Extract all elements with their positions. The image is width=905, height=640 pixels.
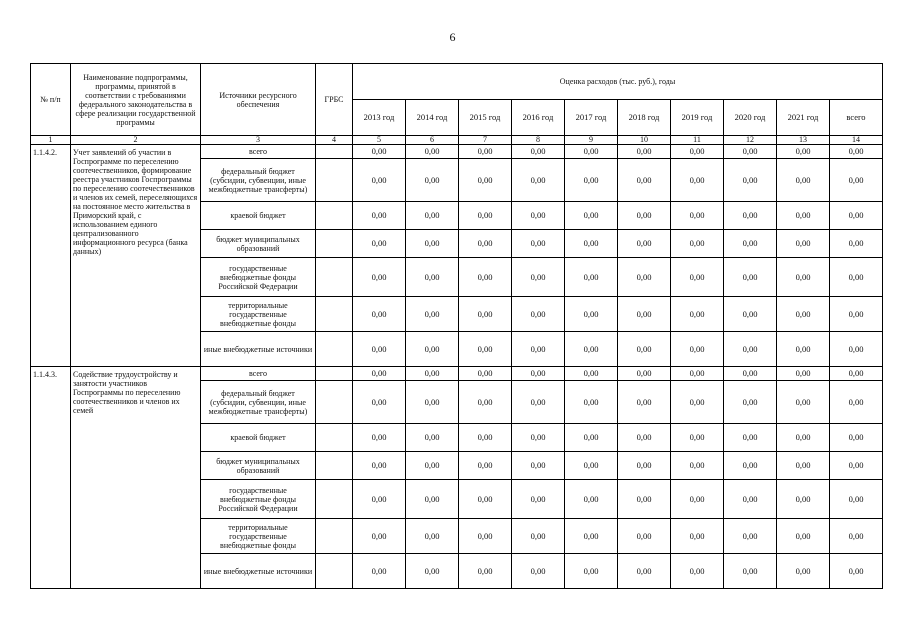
value-cell: 0,00 [830,202,883,230]
header-year: всего [830,100,883,136]
value-cell: 0,00 [565,159,618,202]
value-cell: 0,00 [353,297,406,332]
column-number: 1 [31,136,71,145]
value-cell: 0,00 [459,297,512,332]
value-cell: 0,00 [830,230,883,258]
header-year: 2015 год [459,100,512,136]
header-col-no: № п/п [31,64,71,136]
value-cell: 0,00 [618,258,671,297]
funding-source: бюджет муниципальных образований [201,452,316,480]
value-cell: 0,00 [406,159,459,202]
value-cell: 0,00 [618,297,671,332]
value-cell: 0,00 [777,381,830,424]
header-year: 2020 год [724,100,777,136]
table-row [31,367,883,381]
header-year: 2021 год [777,100,830,136]
value-cell: 0,00 [406,519,459,554]
value-cell: 0,00 [512,230,565,258]
value-cell: 0,00 [565,258,618,297]
value-cell: 0,00 [671,145,724,159]
value-cell: 0,00 [459,452,512,480]
value-cell: 0,00 [459,519,512,554]
value-cell: 0,00 [406,297,459,332]
value-cell: 0,00 [724,554,777,589]
value-cell: 0,00 [512,258,565,297]
value-cell: 0,00 [353,519,406,554]
grbs-cell [316,519,353,554]
funding-source: бюджет муниципальных образований [201,230,316,258]
column-number: 7 [459,136,512,145]
value-cell: 0,00 [565,145,618,159]
funding-source: федеральный бюджет (субсидии, субвенции, иные межбюджетные трансферты) [201,159,316,202]
value-cell: 0,00 [724,258,777,297]
value-cell: 0,00 [565,424,618,452]
value-cell: 0,00 [459,554,512,589]
value-cell: 0,00 [724,159,777,202]
funding-source: иные внебюджетные источники [201,554,316,589]
value-cell: 0,00 [565,519,618,554]
value-cell: 0,00 [724,519,777,554]
value-cell: 0,00 [459,424,512,452]
value-cell: 0,00 [830,424,883,452]
value-cell: 0,00 [671,258,724,297]
funding-source: территориальные государственные внебюджетные фонды [201,297,316,332]
funding-source: краевой бюджет [201,424,316,452]
value-cell: 0,00 [777,202,830,230]
value-cell: 0,00 [618,554,671,589]
value-cell: 0,00 [671,452,724,480]
grbs-cell [316,159,353,202]
value-cell: 0,00 [406,452,459,480]
value-cell: 0,00 [565,480,618,519]
value-cell: 0,00 [459,258,512,297]
value-cell: 0,00 [353,202,406,230]
value-cell: 0,00 [353,381,406,424]
column-number: 4 [316,136,353,145]
grbs-cell [316,480,353,519]
value-cell: 0,00 [512,332,565,367]
value-cell: 0,00 [406,367,459,381]
column-number: 9 [565,136,618,145]
value-cell: 0,00 [406,424,459,452]
value-cell: 0,00 [565,230,618,258]
value-cell: 0,00 [777,145,830,159]
value-cell: 0,00 [618,145,671,159]
value-cell: 0,00 [830,519,883,554]
value-cell: 0,00 [459,381,512,424]
value-cell: 0,00 [777,230,830,258]
value-cell: 0,00 [724,452,777,480]
header-col-estimate: Оценка расходов (тыс. руб.), годы [353,64,883,100]
value-cell: 0,00 [353,145,406,159]
value-cell: 0,00 [353,159,406,202]
value-cell: 0,00 [512,297,565,332]
value-cell: 0,00 [777,159,830,202]
value-cell: 0,00 [777,332,830,367]
value-cell: 0,00 [724,297,777,332]
column-number: 13 [777,136,830,145]
value-cell: 0,00 [618,424,671,452]
grbs-cell [316,202,353,230]
value-cell: 0,00 [512,519,565,554]
page-number: 6 [449,30,456,44]
column-number: 3 [201,136,316,145]
value-cell: 0,00 [830,145,883,159]
value-cell: 0,00 [671,332,724,367]
value-cell: 0,00 [618,202,671,230]
value-cell: 0,00 [353,452,406,480]
value-cell: 0,00 [512,452,565,480]
header-year: 2014 год [406,100,459,136]
column-number: 11 [671,136,724,145]
funding-source: всего [201,367,316,381]
value-cell: 0,00 [830,367,883,381]
value-cell: 0,00 [459,202,512,230]
grbs-cell [316,367,353,381]
value-cell: 0,00 [406,480,459,519]
section-index: 1.1.4.2. [31,145,71,367]
value-cell: 0,00 [353,230,406,258]
value-cell: 0,00 [830,381,883,424]
value-cell: 0,00 [406,145,459,159]
expenditure-table [30,63,883,589]
value-cell: 0,00 [565,452,618,480]
value-cell: 0,00 [512,424,565,452]
header-year: 2018 год [618,100,671,136]
grbs-cell [316,230,353,258]
value-cell: 0,00 [830,480,883,519]
value-cell: 0,00 [671,367,724,381]
funding-source: иные внебюджетные источники [201,332,316,367]
value-cell: 0,00 [459,367,512,381]
value-cell: 0,00 [353,554,406,589]
value-cell: 0,00 [724,424,777,452]
value-cell: 0,00 [830,297,883,332]
value-cell: 0,00 [724,480,777,519]
value-cell: 0,00 [777,554,830,589]
grbs-cell [316,145,353,159]
value-cell: 0,00 [353,332,406,367]
column-number: 5 [353,136,406,145]
value-cell: 0,00 [565,554,618,589]
header-year: 2016 год [512,100,565,136]
value-cell: 0,00 [671,424,724,452]
header-col-sources: Источники ресурсного обеспечения [201,64,316,136]
column-number: 14 [830,136,883,145]
value-cell: 0,00 [671,202,724,230]
grbs-cell [316,258,353,297]
funding-source: всего [201,145,316,159]
value-cell: 0,00 [565,332,618,367]
value-cell: 0,00 [777,297,830,332]
value-cell: 0,00 [512,202,565,230]
value-cell: 0,00 [777,452,830,480]
grbs-cell [316,554,353,589]
value-cell: 0,00 [671,480,724,519]
value-cell: 0,00 [512,159,565,202]
value-cell: 0,00 [724,381,777,424]
value-cell: 0,00 [830,159,883,202]
section-name: Содействие трудоустройству и занятости участников Госпрограммы по переселению соотечественников и членов их семей [71,367,201,589]
value-cell: 0,00 [406,258,459,297]
value-cell: 0,00 [618,480,671,519]
section-name: Учет заявлений об участии в Госпрограмме по переселению соотечественников, формирование реестра участников Госпрограммы по переселению соотечественников и членов их семей, переселяющихся на постоянное место жительства в Приморский край, с использованием единого централизованного информационного ресурса (банка данных) [71,145,201,367]
value-cell: 0,00 [565,367,618,381]
value-cell: 0,00 [830,554,883,589]
grbs-cell [316,332,353,367]
value-cell: 0,00 [459,480,512,519]
value-cell: 0,00 [353,424,406,452]
value-cell: 0,00 [830,332,883,367]
value-cell: 0,00 [512,480,565,519]
value-cell: 0,00 [777,480,830,519]
value-cell: 0,00 [830,258,883,297]
funding-source: государственные внебюджетные фонды Российской Федерации [201,480,316,519]
value-cell: 0,00 [459,230,512,258]
value-cell: 0,00 [512,145,565,159]
value-cell: 0,00 [671,381,724,424]
value-cell: 0,00 [406,202,459,230]
value-cell: 0,00 [724,332,777,367]
column-number: 8 [512,136,565,145]
value-cell: 0,00 [512,554,565,589]
value-cell: 0,00 [353,258,406,297]
value-cell: 0,00 [565,381,618,424]
value-cell: 0,00 [671,159,724,202]
value-cell: 0,00 [618,332,671,367]
value-cell: 0,00 [777,367,830,381]
grbs-cell [316,452,353,480]
grbs-cell [316,424,353,452]
header-col-grbs: ГРБС [316,64,353,136]
grbs-cell [316,297,353,332]
value-cell: 0,00 [353,480,406,519]
value-cell: 0,00 [353,367,406,381]
value-cell: 0,00 [724,367,777,381]
value-cell: 0,00 [777,424,830,452]
value-cell: 0,00 [618,452,671,480]
value-cell: 0,00 [724,230,777,258]
value-cell: 0,00 [618,519,671,554]
value-cell: 0,00 [618,381,671,424]
value-cell: 0,00 [777,519,830,554]
column-number: 10 [618,136,671,145]
value-cell: 0,00 [406,554,459,589]
value-cell: 0,00 [459,159,512,202]
funding-source: краевой бюджет [201,202,316,230]
funding-source: территориальные государственные внебюджетные фонды [201,519,316,554]
value-cell: 0,00 [512,381,565,424]
grbs-cell [316,381,353,424]
column-number: 6 [406,136,459,145]
funding-source: федеральный бюджет (субсидии, субвенции, иные межбюджетные трансферты) [201,381,316,424]
value-cell: 0,00 [671,554,724,589]
value-cell: 0,00 [671,519,724,554]
value-cell: 0,00 [724,145,777,159]
value-cell: 0,00 [777,258,830,297]
value-cell: 0,00 [459,332,512,367]
section-index: 1.1.4.3. [31,367,71,589]
value-cell: 0,00 [512,367,565,381]
column-number: 12 [724,136,777,145]
value-cell: 0,00 [671,230,724,258]
header-year: 2019 год [671,100,724,136]
value-cell: 0,00 [406,381,459,424]
value-cell: 0,00 [830,452,883,480]
value-cell: 0,00 [618,367,671,381]
value-cell: 0,00 [565,202,618,230]
value-cell: 0,00 [406,332,459,367]
header-year: 2017 год [565,100,618,136]
table-row [31,145,883,159]
column-number: 2 [71,136,201,145]
value-cell: 0,00 [671,297,724,332]
value-cell: 0,00 [459,145,512,159]
value-cell: 0,00 [406,230,459,258]
value-cell: 0,00 [724,202,777,230]
value-cell: 0,00 [618,159,671,202]
value-cell: 0,00 [618,230,671,258]
funding-source: государственные внебюджетные фонды Российской Федерации [201,258,316,297]
value-cell: 0,00 [565,297,618,332]
header-year: 2013 год [353,100,406,136]
header-col-name: Наименование подпрограммы, программы, принятой в соответствии с требованиями федерального законодательства в сфере реализации государственной программы [71,64,201,136]
